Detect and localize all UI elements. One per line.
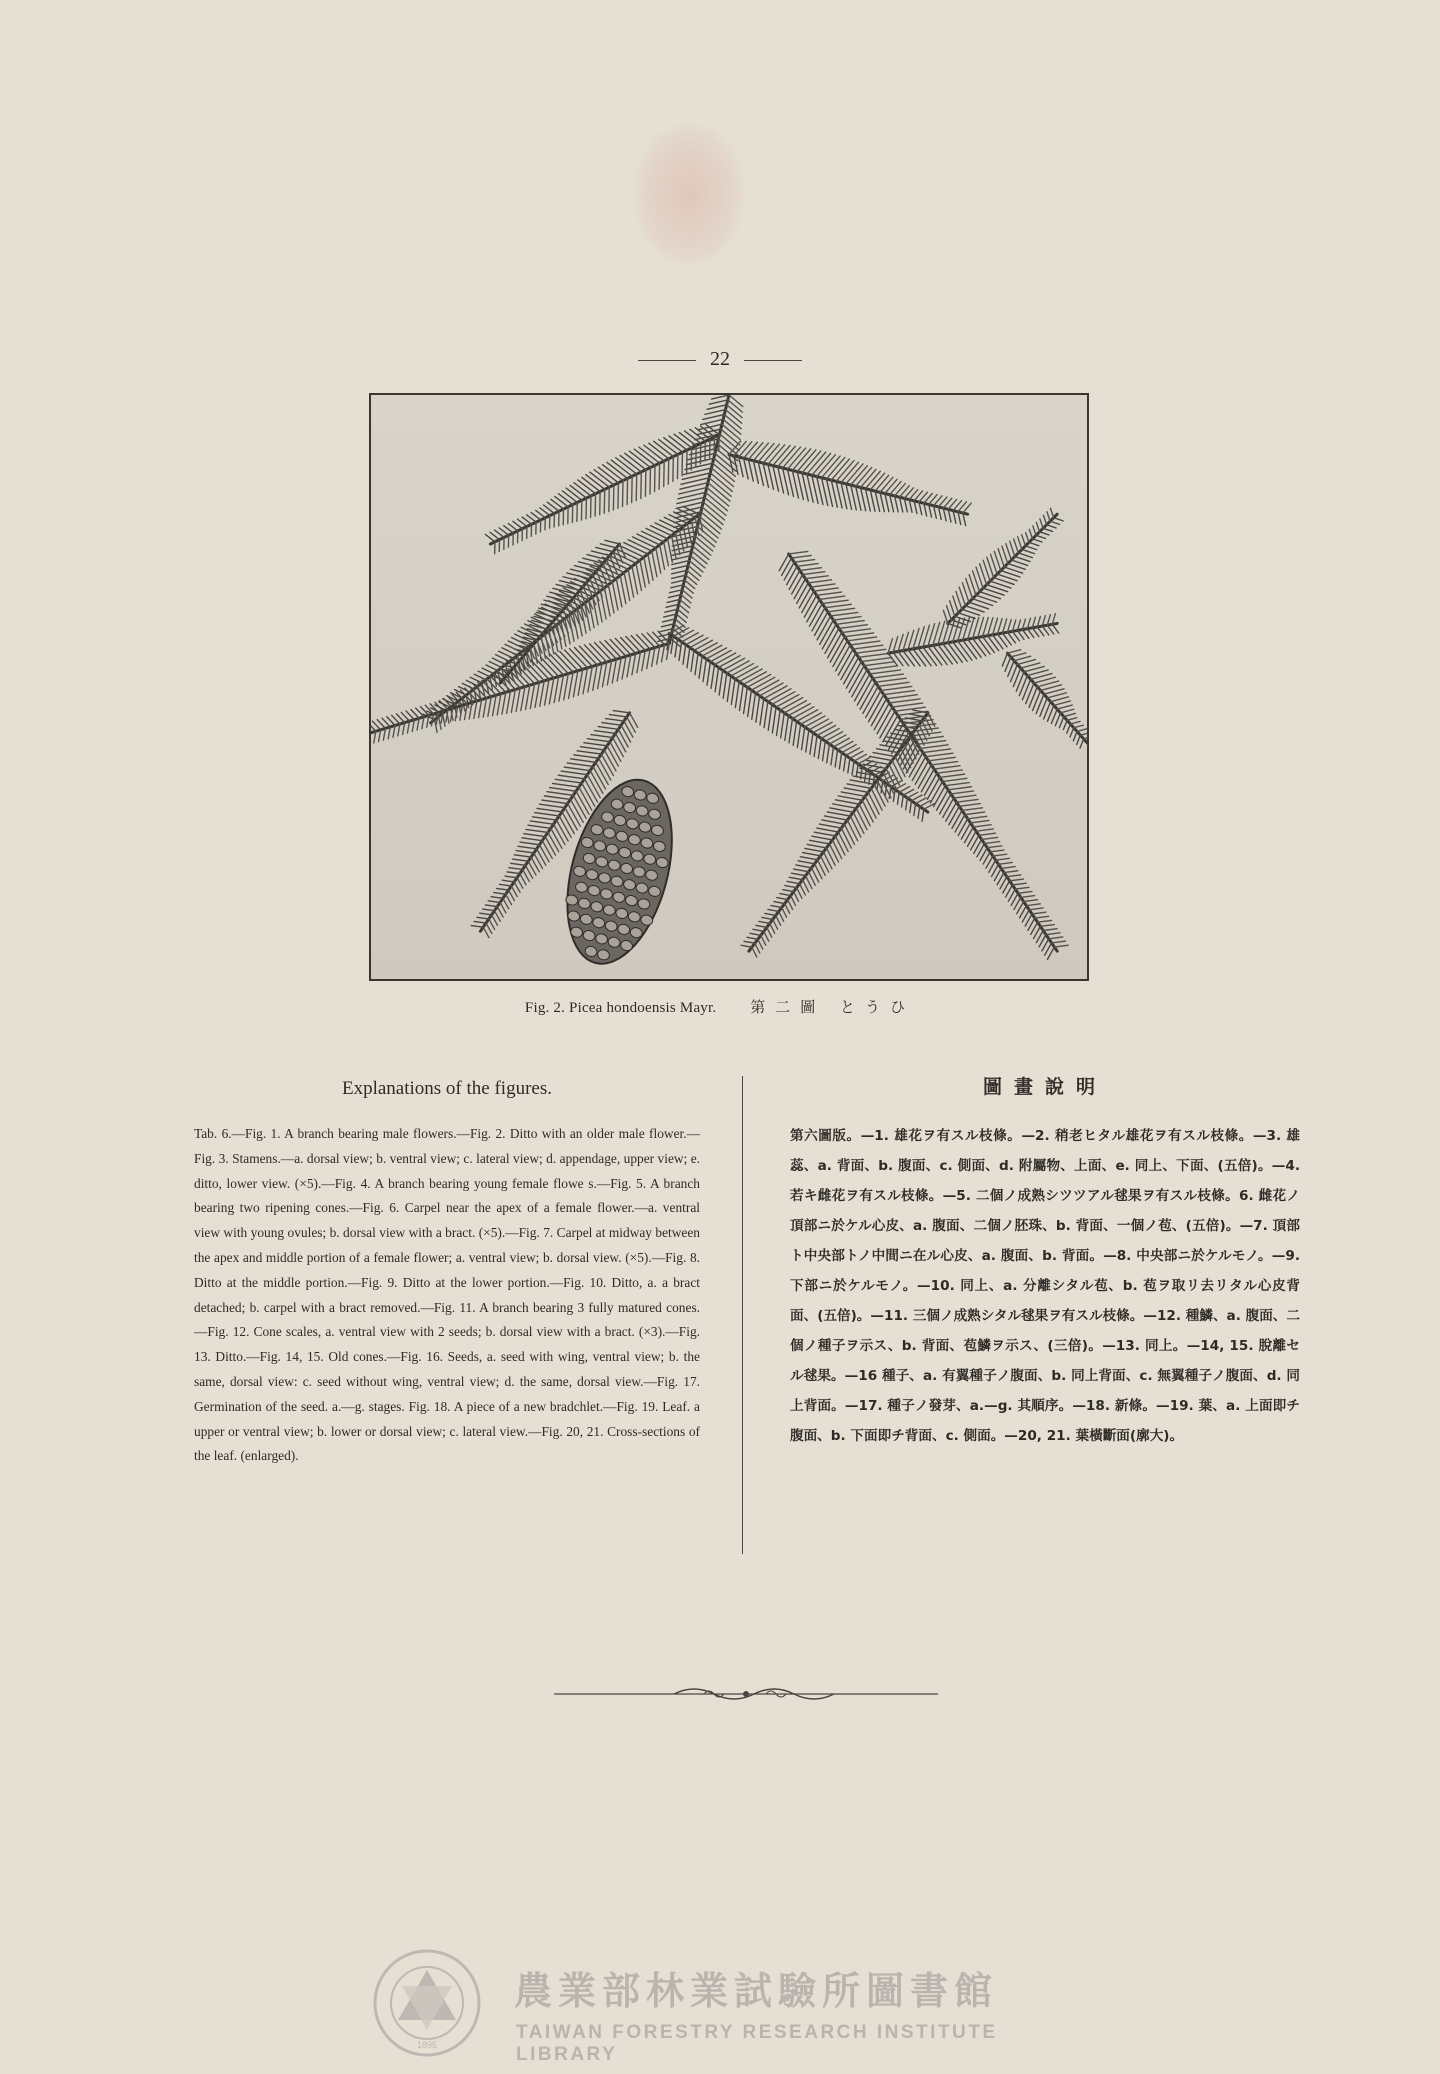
explanations-jp-body: 第六圖版。—1. 雄花ヲ有スル枝條。—2. 稍老ヒタル雄花ヲ有スル枝條。—3. 雄蕊、a. 背面、b. 腹面、c. 側面、d. 附屬物、上面、e. 同上、下面、(五倍)。—4. 若キ雌花ヲ有スル枝條。—5. 二個ノ成熟シツツアル毬果ヲ有スル枝條。6. 雌花ノ頂部ニ於ケル心皮、a. 腹面、二個ノ胚珠、b. 背面、一個ノ苞、(五倍)。—7. 頂部ト中央部トノ中間ニ在ル心皮、a. 腹面、b. 背面。—8. 中央部ニ於ケルモノ。—9. 下部ニ於ケルモノ。—10. 同上、a. 分離シタル苞、b. 苞ヲ取リ去リタル心皮背面、(五倍)。—11. 三個ノ成熟シタル毬果ヲ有スル枝條。—12. 種鱗、a. 腹面、二個ノ種子ヲ示ス、b. 背面、苞鱗ヲ示ス、(三倍)。—13. 同上。—14, 15. 脫離セル毬果。—16 種子、a. 有翼種子ノ腹面、b. 同上背面、c. 無翼種子ノ腹面、d. 同上背面。—17. 種子ノ發芽、a.—g. 其順序。—18. 新條。—19. 葉、a. 上面即チ腹面、b. 下面即チ背面、c. 側面。—20, 21. 葉橫斷面(廓大)。 xyxy=(790,1128,1300,1444)
library-name-english: TAIWAN FORESTRY RESEARCH INSTITUTE LIBRARY xyxy=(516,2022,998,2065)
spruce-branch-photo xyxy=(369,393,1089,981)
figure-caption xyxy=(0,996,1440,1017)
page-number xyxy=(0,348,1440,371)
left-rule xyxy=(638,360,696,361)
explanations-title: Explanations of the figures. xyxy=(341,1078,552,1099)
caption-japanese: 第二圖 とうひ xyxy=(750,998,916,1016)
library-seal-icon xyxy=(372,1948,482,2058)
column-divider xyxy=(742,1076,743,1554)
red-seal-stamp xyxy=(634,124,744,264)
explanations-body: Tab. 6.—Fig. 1. A branch bearing male flowers.—Fig. 2. Ditto with an older male flower.—Fig. 3. Stamens.—a. dorsal view; b. ventral view; c. lateral view; d. appendage, upper view; e. ditto, lower view. (×5).—Fig. 4. A branch bearing young female flowe s.—Fig. 5. A branch bearing two ripening cones.—Fig. 6. Carpel near the apex of a female flower.—a. ventral view with young ovules; b. dorsal view with a bract. (×5).—Fig. 7. Carpel at midway between the apex and middle portion of a female flower; a. ventral view; b. dorsal view. (×5).—Fig. 8. Ditto at the middle portion.—Fig. 9. Ditto at the lower portion.—Fig. 10. Ditto, a. a bract detached; b. carpel with a bract removed.—Fig. 11. A branch bearing 3 fully matured cones.—Fig. 12. Cone scales, a. ventral view with 2 seeds; b. dorsal view with a bract. (×3).—Fig. 13. Ditto.—Fig. 14, 15. Old cones.—Fig. 16. Seeds, a. seed with wing, ventral view; b. the same, dorsal view: c. seed without wing, ventral view; d. the same, dorsal view.—Fig. 17. Germination of the seed. a.—g. stages. Fig. 18. A piece of a new bradchlet.—Fig. 19. Leaf. a upper or ventral view; b. lower or dorsal view; c. lateral view.—Fig. 20, 21. Cross-sections of the leaf. (enlarged). xyxy=(194,1126,700,1464)
explanations-japanese xyxy=(790,1072,1300,1451)
library-name-chinese: 農業部林業試驗所圖書館 xyxy=(514,1969,999,2013)
library-watermark xyxy=(372,1948,1072,2065)
explanations-jp-title: 圖畫說明 xyxy=(982,1076,1107,1098)
caption-english: Fig. 2. Picea hondoensis Mayr. xyxy=(524,1000,717,1016)
branch-illustration xyxy=(371,395,1087,979)
explanations-english xyxy=(194,1078,700,1469)
seal-year: 1895 xyxy=(416,2040,438,2050)
ornamental-rule xyxy=(554,1682,938,1706)
page-number-text: 22 xyxy=(710,348,730,370)
right-rule xyxy=(744,360,802,361)
